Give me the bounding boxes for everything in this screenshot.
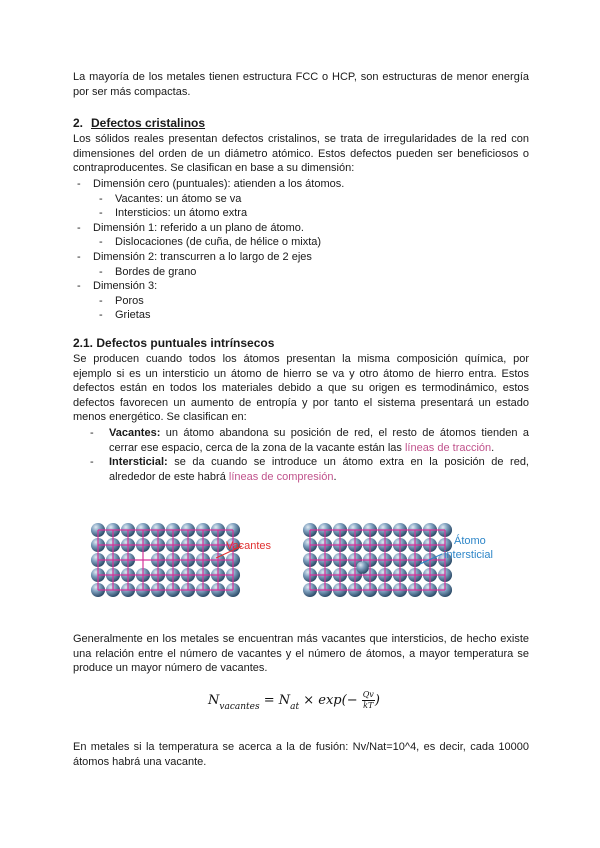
- puntuales-paragraph: Se producen cuando todos los átomos presentan la misma composición química, por ejemplo si es un intersticio un átomo de hierro se va y otro átomo de hierro entra. Estos defectos están en todos los materiales debido a que su origen es termodinámico, estos defectos favorecen un aumento de entropía y por tanto el sistema presentará un estado menos energético. Se clasifican en:: [73, 353, 529, 424]
- defectos-paragraph: Los sólidos reales presentan defectos cristalinos, se trata de irregularidades de la red con dimensiones del orden de un diámetro atómico. Estos defectos pueden ser beneficiosos o contraproducentes. Se clasifican en base a su dimensión:: [73, 133, 529, 175]
- section-heading-defectos: [73, 116, 205, 130]
- interstitial-label-line1: Átomo: [454, 535, 486, 547]
- fraction: $\frac{Qv}{kT}$: [362, 690, 374, 710]
- list-item: - Dimensión cero (puntuales): atienden a los átomos.: [73, 177, 344, 192]
- list-item: - Poros: [73, 294, 344, 309]
- defect-types-list: [90, 426, 529, 484]
- vacancy-formula: $N_{vacantes} = N_{at} \times \exp(-$ $\frac{Qv}{kT}$ ): [208, 690, 380, 712]
- subsection-heading: 2.1. Defectos puntuales intrínsecos: [73, 336, 275, 350]
- list-item: - Vacantes: un átomo se va: [73, 192, 344, 207]
- fusion-paragraph: En metales si la temperatura se acerca a la de fusión: Nv/Nat=10^4, es decir, cada 10000 átomos habrá una vacante.: [73, 741, 529, 768]
- interstitial-atom: [356, 561, 369, 574]
- highlight-link: líneas de tracción: [404, 441, 492, 454]
- list-item-intersticial: - Intersticial: se da cuando se introduce un átomo extra en la posición de red, alrededor de este habrá líneas de compresión.: [90, 455, 529, 484]
- list-item: - Dimensión 1: referido a un plano de átomo.: [73, 221, 344, 236]
- list-item: - Dislocaciones (de cuña, de hélice o mixta): [73, 235, 344, 250]
- list-item: - Bordes de grano: [73, 265, 344, 280]
- list-item: - Dimensión 2: transcurren a lo largo de 2 ejes: [73, 250, 344, 265]
- interstitial-label-line2: intersticial: [444, 549, 493, 561]
- list-item: - Grietas: [73, 308, 344, 323]
- list-item: - Intersticios: un átomo extra: [73, 206, 344, 221]
- section-title: Defectos cristalinos: [91, 116, 206, 130]
- vacancies-paragraph: Generalmente en los metales se encuentran más vacantes que intersticios, de hecho existe una relación entre el número de vacantes y el número de átomos, a mayor temperatura se produce un mayor número de vacantes.: [73, 633, 529, 675]
- list-item: - Dimensión 3:: [73, 279, 344, 294]
- crystal-defects-figure: [82, 520, 502, 610]
- intro-paragraph: La mayoría de los metales tienen estructura FCC o HCP, son estructuras de menor energía por ser más compactas.: [73, 71, 529, 98]
- dimension-list: [73, 177, 344, 323]
- section-number: 2.: [73, 116, 84, 130]
- list-item-vacantes: - Vacantes: un átomo abandona su posición de red, el resto de átomos tienden a cerrar ese espacio, cerca de la zona de la vacante están las líneas de tracción.: [90, 426, 529, 455]
- highlight-link: líneas de compresión: [228, 470, 334, 483]
- vacancy-lattice: [91, 523, 240, 597]
- term: Intersticial:: [109, 456, 168, 469]
- vacancy-label: Vacantes: [226, 540, 272, 552]
- term: Vacantes:: [109, 427, 161, 439]
